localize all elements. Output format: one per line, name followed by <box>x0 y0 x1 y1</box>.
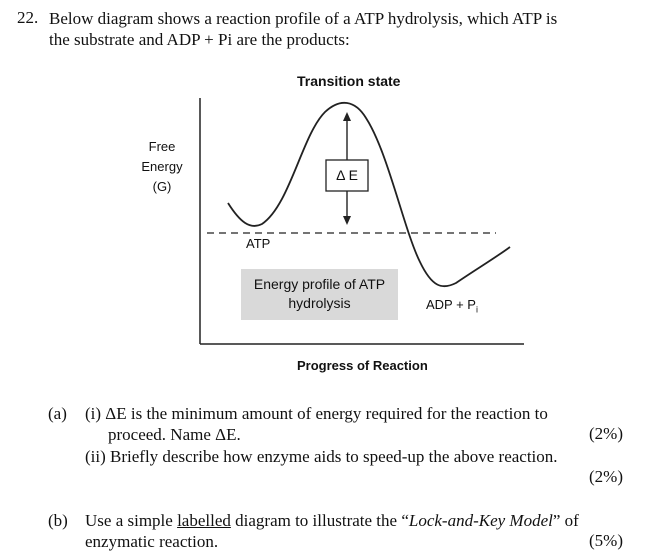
part-b-marks: (5%) <box>589 531 623 550</box>
part-b-pre: Use a simple <box>85 511 178 530</box>
box-line-2: hydrolysis <box>288 295 351 311</box>
energy-curve <box>228 103 510 286</box>
part-b-underlined: labelled <box>177 511 231 530</box>
box-line-1: Energy profile of ATP <box>253 276 386 292</box>
part-a-ii-marks: (2%) <box>589 467 623 486</box>
question-line-1: Below diagram shows a reaction profile of a ATP hydrolysis, which ATP is <box>49 9 558 28</box>
part-a-label: (a) <box>48 404 67 423</box>
part-b-post: ” of <box>552 511 579 530</box>
part-b-line-1 <box>85 510 579 531</box>
arrow-up-head <box>343 112 351 121</box>
energy-profile-box <box>241 269 398 320</box>
part-a-i-line-1: (i) ΔE is the minimum amount of energy required for the reaction to <box>85 404 548 423</box>
arrow-down-head <box>343 216 351 225</box>
transition-state-label: Transition state <box>297 73 401 89</box>
y-label-line-3: (G) <box>152 179 172 194</box>
part-a-i-marks: (2%) <box>589 424 623 443</box>
part-b-line-2: enzymatic reaction. <box>85 532 219 551</box>
question-number: 22. <box>17 8 39 27</box>
atp-label: ATP <box>246 236 271 251</box>
products-label-text: ADP + P <box>426 297 476 312</box>
part-a-ii-line-1: (ii) Briefly describe how enzyme aids to speed-up the above reaction. <box>85 447 558 466</box>
y-label-line-2: Energy <box>141 159 183 174</box>
products-label <box>426 297 478 315</box>
x-axis-label: Progress of Reaction <box>297 358 428 373</box>
question-line-2: the substrate and ADP + Pi are the products: <box>49 30 350 49</box>
part-a-i-line-2: proceed. Name ΔE. <box>108 425 241 444</box>
part-b-label: (b) <box>48 511 68 530</box>
free-energy-label <box>136 137 188 197</box>
part-b-mid: diagram to illustrate the “ <box>230 511 409 530</box>
products-label-subscript: i <box>475 304 478 315</box>
y-label-line-1: Free <box>148 139 176 154</box>
part-b-italic: Lock-and-Key Model <box>408 511 553 530</box>
delta-e-label: Δ E <box>336 167 358 183</box>
